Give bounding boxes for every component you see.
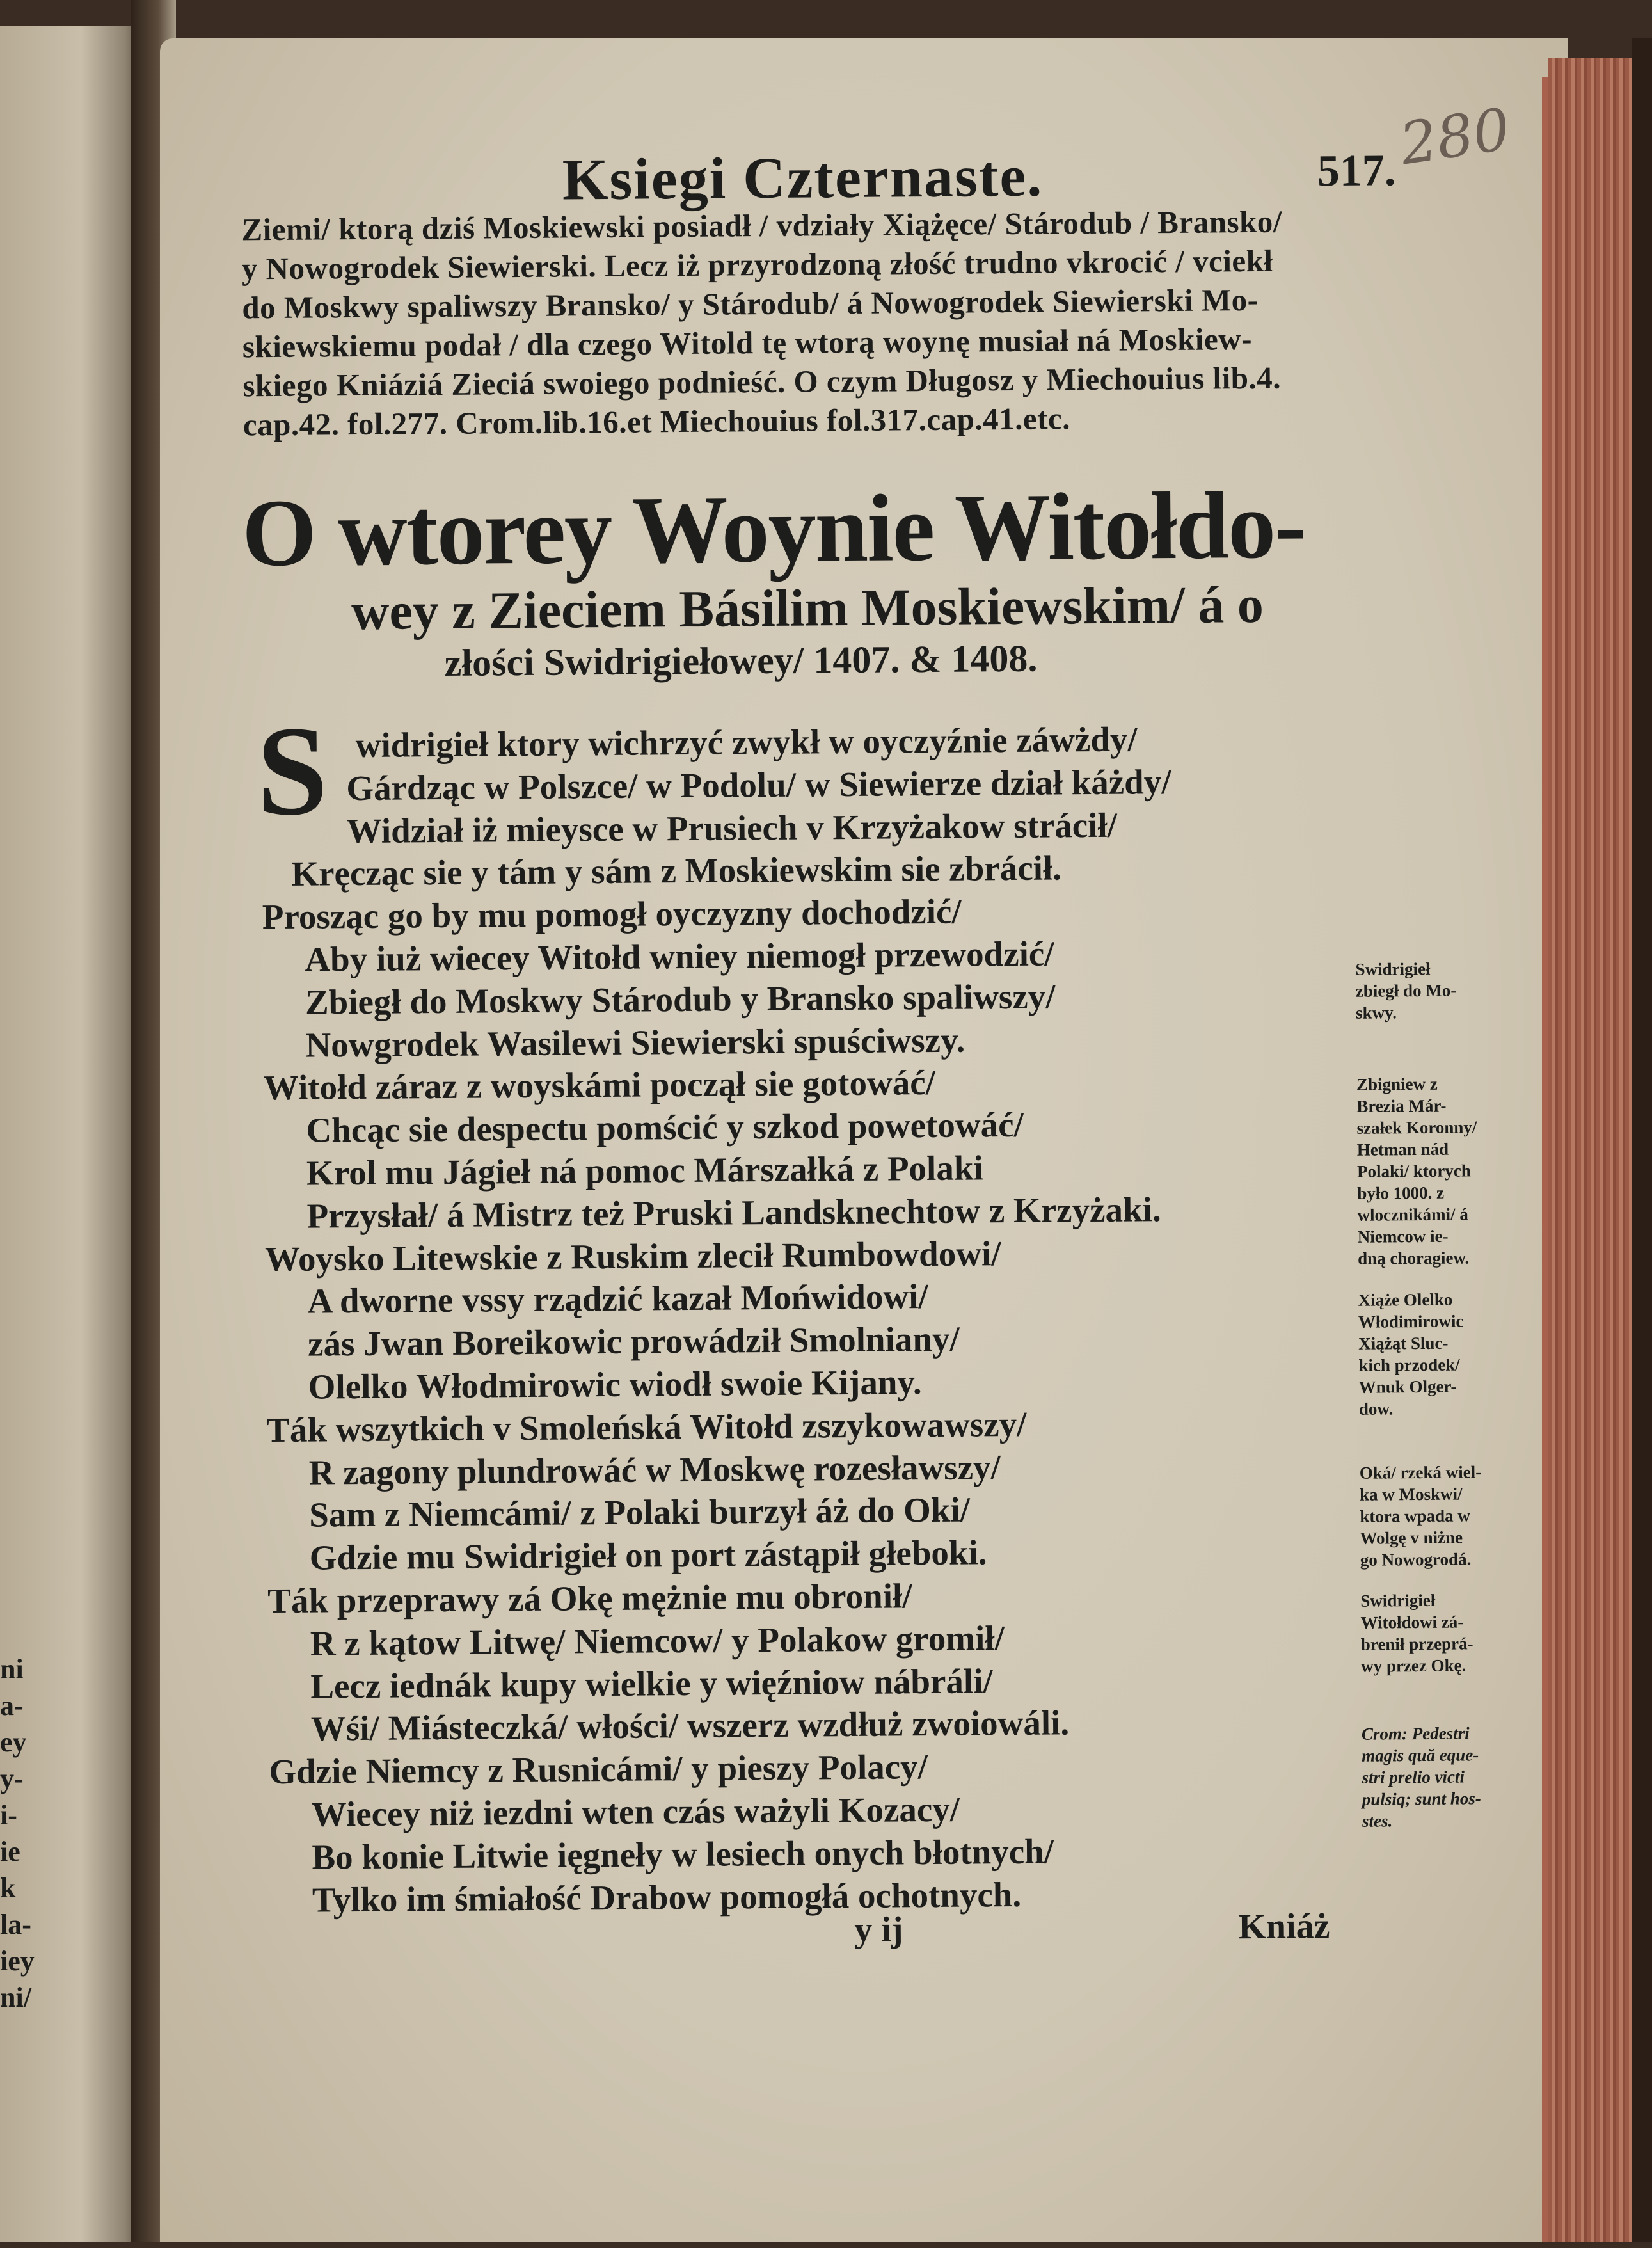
paragraph-line: skiewskiemu podał / dla czego Witold tę wtorą woynę musiał ná Moskiew- [242,321,1253,365]
chapter-title-line-3: złości Swidrigiełowey/ 1407. & 1408. [444,637,1038,684]
left-page-fragment: la- [0,1909,31,1940]
marginal-note [1355,958,1456,1024]
marginal-note-line: zbiegł do Mo- [1355,980,1457,1001]
verse-line: Aby iuż wiecey Witołd wniey niemogł przewodzić/ [305,934,1054,979]
verse-line: Widział iż mieysce w Prusiech v Krzyżakow strácił/ [346,805,1118,850]
marginal-note-line: Niemcow ie- [1357,1226,1449,1247]
marginal-note-line: Oká/ rzeká wiel- [1359,1462,1482,1483]
verse-line: Ták przeprawy zá Okę mężnie mu obronił/ [267,1576,912,1621]
verse-line: Lecz iednák kupy wielkie y więźniow nábráli/ [310,1661,993,1706]
verse-line: Tylko im śmiałość Drabow pomogłá ochotnych. [312,1874,1022,1920]
paragraph-line: cap.42. fol.277. Crom.lib.16.et Miechouius fol.317.cap.41.etc. [242,401,1071,443]
handwritten-folio-number: 280 [1395,95,1514,179]
verse-line: Woysko Litewskie z Ruskim zlecił Rumbowdowi/ [264,1233,1001,1279]
paragraph-line: y Nowogrodek Siewierski. Lecz iż przyrodzoną złość trudno vkrocić / vciekł [241,243,1273,287]
verse-line: A dworne vssy rządzić kazał Mońwidowi/ [307,1277,928,1321]
verse-line: R z kątow Litwę/ Niemcow/ y Polakow gromił/ [310,1618,1005,1663]
verse-line: Witołd záraz z woyskámi począł sie gotowáć/ [263,1063,936,1108]
marginal-note-line: magis quă eque- [1362,1745,1479,1766]
marginal-note-line: Brezia Már- [1356,1096,1447,1116]
verse-line: Bo konie Litwie ięgneły w lesiech onych błotnych/ [312,1831,1054,1877]
verse-line: Przysłał/ á Mistrz też Pruski Landsknechtow z Krzyżaki. [306,1189,1161,1236]
marginal-note-line: dow. [1358,1399,1394,1419]
verse-line: Kręcząc sie y tám y sám z Moskiewskim sie zbrácił. [291,848,1062,894]
marginal-note-line: Wnuk Olger- [1358,1376,1457,1397]
marginal-note-line: go Nowogrodá. [1360,1549,1472,1570]
left-page-fragment: iey [0,1945,35,1977]
verse-line: Zbiegł do Moskwy Stárodub y Bransko spaliwszy/ [305,977,1056,1022]
left-page-fragment: i- [0,1799,17,1831]
verse-line: Prosząc go by mu pomogł oyczyzny dochodzić/ [262,891,962,937]
marginal-note-line: dną choragiew. [1358,1248,1470,1268]
marginal-note [1362,1722,1481,1831]
marginal-note [1360,1461,1482,1570]
left-page-fragment: ey [0,1726,27,1758]
left-page-fragment: ni/ [0,1982,31,2013]
chapter-title-line-1: O wtorey Woynie Witołdo- [241,472,1306,587]
left-page-fragment: ie [0,1836,20,1867]
marginal-note-line: wy przez Okę. [1361,1655,1466,1676]
folio-number: 517. [1317,146,1396,196]
marginal-note-line: kich przodek/ [1358,1355,1460,1375]
left-page-fragment: y- [0,1763,24,1794]
marginal-note-line: pulsiq; sunt hos- [1362,1789,1481,1809]
marginal-note-line: Xiążąt Sluc- [1358,1333,1449,1353]
marginal-note-line: wlocznikámi/ á [1357,1204,1468,1225]
marginal-note [1360,1589,1473,1677]
marginal-note-line: Zbigniew z [1356,1074,1438,1094]
running-head: Ksiegi Czternaste. [562,143,1044,212]
verse-line: widrigieł ktory wichrzyć zwykł w oyczyźnie záwżdy/ [355,719,1138,765]
marginal-note-line: Crom: Pedestri [1361,1723,1470,1744]
paragraph-line: skiego Kniáziá Zieciá swoiego podnieść. O czym Długosz y Miechouius lib.4. [242,360,1282,404]
marginal-note-line: skwy. [1355,1003,1397,1023]
verse-line: Olelko Włodmirowic wiodł swoie Kijany. [308,1362,922,1407]
chapter-title-line-2: wey z Zieciem Básilim Moskiewskim/ á o [351,575,1264,641]
marginal-note-line: brenił przeprá- [1360,1634,1473,1654]
marginal-note [1358,1288,1465,1419]
marginal-note-line: stri prelio victi [1362,1767,1465,1787]
verse-line: Nowgrodek Wasilewi Siewierski spuściwszy. [305,1020,965,1065]
marginal-note-line: Włodimirowic [1358,1311,1464,1332]
verse-line: Gdzie Niemcy z Rusnicámi/ y pieszy Polacy/ [269,1747,928,1792]
verse-line: Gdzie mu Swidrigieł on port zástąpił głeboki. [309,1533,987,1577]
left-page-fragment: k [0,1872,16,1904]
verse-line: Wśi/ Miásteczká/ włości/ wszerz wzdłuż zwoiowáli. [310,1703,1070,1749]
intro-paragraph [241,202,1344,444]
marginal-note [1356,1072,1478,1269]
verse-line: zás Jwan Boreikowic prowádził Smolniany/ [307,1319,960,1364]
verse-line: Sam z Niemcámi/ z Polaki burzył áż do Oki/ [308,1490,971,1535]
marginal-note-line: Swidrigieł [1355,959,1431,979]
marginal-note-line: szałek Koronny/ [1356,1117,1477,1138]
marginal-note-line: ka w Moskwi/ [1359,1484,1463,1504]
left-page-fragment: a- [0,1690,24,1721]
verse-line: Gárdząc w Polszce/ w Podolu/ w Siewierze dział káżdy/ [346,761,1171,808]
marginal-note-line: Wolgę v niżne [1360,1527,1463,1548]
verse-line: Chcąc sie despectu pomścić y szkod powetowáć/ [306,1105,1024,1150]
paragraph-line: Ziemi/ ktorą dziś Moskiewski posiadł / vdziały Xiążęce/ Stárodub / Bransko/ [241,203,1283,248]
marginal-note-line: Polaki/ ktorych [1356,1161,1471,1181]
marginal-note-line: Witołdowi zá- [1360,1612,1464,1632]
marginal-note-line: stes. [1362,1811,1393,1831]
verse-line: Ták wszytkich v Smoleńská Witołd zszykowawszy/ [266,1404,1027,1449]
verse-line: Wiecey niż iezdni wten czás ważyli Kozacy/ [311,1789,960,1834]
catchword: Kniáż [1238,1906,1330,1947]
marginal-note-line: było 1000. z [1357,1183,1445,1203]
marginal-note-line: Hetman nád [1356,1139,1449,1160]
paragraph-line: do Moskwy spaliwszy Bransko/ y Stárodub/ á Nowogrodek Siewierski Mo- [242,282,1259,326]
verse-line: R zagony plundrowáć w Moskwę rozesławszy/ [308,1447,1001,1492]
marginal-note-line: ktora wpada w [1360,1506,1470,1526]
marginal-note-line: Swidrigieł [1360,1590,1436,1611]
drop-cap: S [256,700,329,843]
left-page-fragment: ni [0,1654,24,1685]
signature-mark: y ij [854,1909,903,1950]
verse-line: Krol mu Jágieł ná pomoc Márszałká z Polaki [306,1148,983,1193]
marginal-note-line: Xiąże Olelko [1358,1289,1453,1310]
